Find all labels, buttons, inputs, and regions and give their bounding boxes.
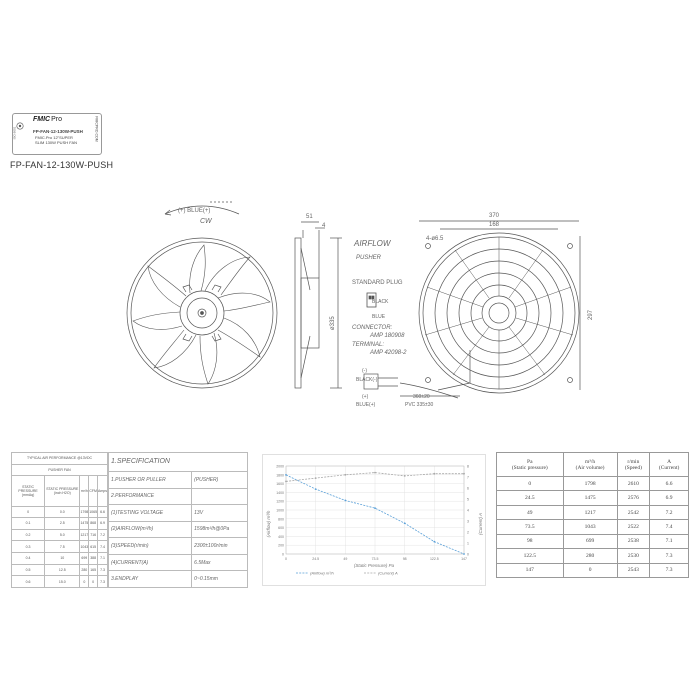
current-point — [463, 473, 465, 475]
perf-header: m³/h — [80, 476, 89, 506]
y-left-tick: 1800 — [276, 473, 284, 478]
y-left-tick: 2000 — [276, 464, 284, 469]
chart-grid — [286, 466, 464, 554]
cell: 15.0 — [45, 576, 80, 588]
table-row — [109, 488, 248, 505]
cell: 0 — [80, 576, 89, 588]
perf-title2: PUSHER FAN — [12, 464, 108, 476]
current-point — [374, 472, 376, 474]
cell: 165 — [89, 564, 98, 576]
cell: 1217 — [80, 529, 89, 541]
cell: 122.5 — [497, 549, 564, 563]
x-tick: 0 — [285, 557, 287, 561]
perf-title1: TYPICAL AIR PERFORMANCE @13VDC — [12, 453, 108, 465]
minus-label: (-) — [362, 368, 367, 374]
cell: 6.6 — [650, 477, 689, 491]
performance-chart — [262, 454, 486, 586]
cell: 699 — [563, 534, 617, 548]
airflow-point — [374, 507, 376, 509]
fan-side-view — [295, 222, 342, 388]
table-row — [12, 564, 108, 576]
y-left-tick: 800 — [278, 517, 284, 522]
y-left-tick: 200 — [278, 543, 284, 548]
airflow-point — [433, 541, 435, 543]
cell: (1)TESTING VOLTAGE — [109, 505, 192, 522]
cell: 716 — [89, 529, 98, 541]
cell: 5.0 — [45, 529, 80, 541]
data-table — [496, 452, 689, 578]
x-ticks — [285, 557, 467, 561]
table-row — [109, 505, 248, 522]
table-row — [12, 576, 108, 588]
label-part: FP-FAN-12-130W-PUSH — [33, 129, 83, 134]
cell: 24.5 — [497, 491, 564, 505]
lead-length: 360±20 — [413, 394, 430, 400]
table-row — [109, 521, 248, 538]
cell: 7.2 — [650, 505, 689, 519]
black-label: BLACK — [372, 299, 389, 305]
dim-4: 4 — [322, 223, 326, 229]
col-header: A (Current) — [650, 453, 689, 477]
cell: 0.3 — [12, 541, 45, 553]
y-right-ticks — [467, 465, 469, 557]
table-row — [109, 471, 248, 488]
cell: (PUSHER) — [192, 471, 248, 488]
current-point — [404, 475, 406, 477]
y-right-tick: 3 — [467, 519, 469, 524]
airflow-point — [463, 553, 465, 555]
table-header-row — [497, 453, 689, 477]
y-left-tick: 1600 — [276, 482, 284, 487]
pvc-length: PVC 335±30 — [405, 402, 434, 408]
y-right-tick: 2 — [467, 530, 469, 535]
cell: 0 — [563, 563, 617, 577]
dim-335: ø335 — [330, 316, 336, 330]
cell: 0~0.15mm — [192, 571, 248, 588]
table-row — [497, 520, 689, 534]
terminal-amp: AMP 42098-2 — [370, 350, 407, 356]
spec-title: 1.SPECIFICATION — [109, 453, 248, 472]
table-row — [109, 538, 248, 555]
y-right-tick: 5 — [467, 497, 469, 502]
cell: 1.PUSHER OR PULLER — [109, 471, 192, 488]
current-point — [285, 481, 287, 483]
cell: 2542 — [617, 505, 650, 519]
table-row — [12, 541, 108, 553]
cell: 1065 — [89, 506, 98, 518]
blue-plus-label: BLUE(+) — [356, 402, 376, 408]
label-desc1: FMIC.Pro 12"SUPER — [35, 135, 73, 140]
cell: 6.6 — [98, 506, 108, 518]
performance-table — [11, 452, 108, 588]
cell: 280 — [563, 549, 617, 563]
cell: 6.9 — [98, 518, 108, 530]
cell: 2.5 — [45, 518, 80, 530]
y-left-tick: 1200 — [276, 499, 284, 504]
x-label: (Static Pressure) Pa — [353, 563, 395, 568]
y-left-tick: 1400 — [276, 490, 284, 495]
cell: 49 — [497, 505, 564, 519]
col-header: Pa (Static pressure) — [497, 453, 564, 477]
cell: 388 — [89, 553, 98, 565]
cell: 0.6 — [12, 576, 45, 588]
col-header: r/min (Speed) — [617, 453, 650, 477]
y-left-tick: 1000 — [276, 508, 284, 513]
cell: (3)SPEED(r/min) — [109, 538, 192, 555]
rotation-label: (+) BLUE(+) — [178, 208, 211, 214]
fmic-logo: FMICPro — [33, 116, 63, 123]
cell: 6.5Max — [192, 554, 248, 571]
cell: 1475 — [563, 491, 617, 505]
airflow-point — [315, 488, 317, 490]
terminal-label: TERMINAL: — [352, 342, 385, 348]
table-row — [12, 553, 108, 565]
cell: 73.5 — [497, 520, 564, 534]
cell: 98 — [497, 534, 564, 548]
cell: 7.3 — [98, 576, 108, 588]
current-point — [315, 477, 317, 479]
cell: 1598m³/h@0Pa — [192, 521, 248, 538]
perf-header: STATIC PRESSURE (mmAq) — [12, 476, 45, 506]
cell: 1043 — [563, 520, 617, 534]
table-row — [497, 549, 689, 563]
specification-table — [108, 452, 248, 588]
y-right-tick: 4 — [467, 508, 469, 513]
cell: 280 — [80, 564, 89, 576]
airflow-label: AIRFLOW — [354, 239, 391, 248]
fan-front-view — [127, 238, 277, 388]
technical-drawing — [0, 195, 700, 415]
holes-label: 4-ø6.5 — [426, 236, 444, 242]
cell: 0.0 — [45, 506, 80, 518]
connector-amp: AMP 180908 — [370, 333, 405, 339]
connector-label: CONNECTOR: — [352, 325, 393, 331]
cw-label: CW — [200, 218, 212, 225]
perf-header: STATIC PRESSURE (inch H2O) — [45, 476, 80, 506]
airflow-point — [344, 500, 346, 502]
cell: 0.2 — [12, 529, 45, 541]
cell: 1217 — [563, 505, 617, 519]
pusher-label: PUSHER — [356, 255, 382, 261]
table-row — [109, 554, 248, 571]
cell: 7.4 — [98, 541, 108, 553]
table-row — [497, 534, 689, 548]
dim-370: 370 — [489, 213, 500, 219]
cell: 7.5 — [45, 541, 80, 553]
cell: 1475 — [80, 518, 89, 530]
y-left-tick: 600 — [278, 526, 284, 531]
x-tick: 98 — [402, 557, 407, 561]
plus-label: (+) — [362, 394, 369, 400]
perf-header-row — [12, 476, 108, 506]
y-right-tick: 1 — [467, 541, 469, 546]
cell: 3.ENDPLAY — [109, 571, 192, 588]
cell: (2)AIRFLOW(m³/h) — [109, 521, 192, 538]
legend-current: (Current) A — [378, 570, 398, 576]
cell: 0 — [89, 576, 98, 588]
y-right-tick: 6 — [467, 486, 469, 491]
airflow-point — [285, 474, 287, 476]
cell: 7.3 — [650, 549, 689, 563]
chart-legend — [296, 571, 398, 576]
table-row — [109, 571, 248, 588]
part-number: FP-FAN-12-130W-PUSH — [10, 160, 114, 170]
y-left-label: (Airflow) m³/h — [266, 510, 271, 538]
cell: (4)CURRENT(A) — [109, 554, 192, 571]
x-tick: 147 — [461, 557, 467, 561]
cell: 0 — [497, 477, 564, 491]
standard-plug-label: STANDARD PLUG — [352, 280, 403, 286]
cell: 6.9 — [650, 491, 689, 505]
cell: 699 — [80, 553, 89, 565]
label-desc2: SLIM 130W PUSH FAN — [35, 140, 78, 145]
perf-header: Amps — [98, 476, 108, 506]
table-row — [497, 563, 689, 577]
cell: 0.1 — [12, 518, 45, 530]
x-tick: 73.5 — [371, 557, 379, 561]
cell: 1798 — [80, 506, 89, 518]
table-row — [497, 491, 689, 505]
cell: 0.4 — [12, 553, 45, 565]
dim-168: 168 — [489, 222, 500, 228]
cell: 1798 — [563, 477, 617, 491]
cell: 2522 — [617, 520, 650, 534]
fan-rear-view — [419, 221, 580, 393]
col-header: m³/h (Air volume) — [563, 453, 617, 477]
cell: 7.4 — [650, 520, 689, 534]
current-point — [344, 474, 346, 476]
table-row — [12, 518, 108, 530]
y-right-tick: 8 — [467, 464, 469, 469]
y-right-label: (Current) A — [478, 512, 483, 536]
cell: 12.5 — [45, 564, 80, 576]
cell: 2538 — [617, 534, 650, 548]
y-right-tick: 7 — [467, 475, 469, 480]
x-tick: 122.5 — [429, 557, 439, 561]
cell: 1043 — [80, 541, 89, 553]
label-side-left: ISO 9001 — [12, 126, 17, 140]
y-left-tick: 0 — [282, 552, 284, 557]
cell: 2530 — [617, 549, 650, 563]
cell: 7.1 — [650, 534, 689, 548]
table-row — [497, 477, 689, 491]
cell: 0.5 — [12, 564, 45, 576]
current-point — [433, 473, 435, 475]
cell: 13V — [192, 505, 248, 522]
cell: 7.2 — [98, 529, 108, 541]
airflow-point — [404, 522, 406, 524]
cell: 615 — [89, 541, 98, 553]
cell: 2610 — [617, 477, 650, 491]
cell: 7.3 — [650, 563, 689, 577]
y-left-tick: 400 — [278, 534, 284, 539]
y-left-ticks — [276, 465, 284, 557]
cell: 2543 — [617, 563, 650, 577]
approval-marks — [15, 118, 25, 148]
table-row — [497, 505, 689, 519]
dim-51: 51 — [306, 214, 313, 220]
cell: 2.PERFORMANCE — [109, 488, 192, 505]
label-side-text: FMICPRO.COM — [94, 116, 99, 142]
cell: 2576 — [617, 491, 650, 505]
perf-header: CFM — [89, 476, 98, 506]
cell — [192, 488, 248, 505]
dim-297: 297 — [588, 309, 594, 320]
y-right-tick: 0 — [467, 552, 469, 557]
cell: 147 — [497, 563, 564, 577]
legend-airflow: (Airflow) m³/h — [310, 570, 334, 576]
cell: 2300±100r/min — [192, 538, 248, 555]
cell: 7.1 — [98, 553, 108, 565]
cell: 868 — [89, 518, 98, 530]
cell: 0 — [12, 506, 45, 518]
x-tick: 49 — [343, 557, 348, 561]
blue-label: BLUE — [372, 314, 386, 320]
black-minus-label: BLACK(-) — [356, 377, 378, 383]
table-row — [12, 506, 108, 518]
cell: 10 — [45, 553, 80, 565]
table-row — [12, 529, 108, 541]
x-tick: 24.5 — [312, 557, 320, 561]
cell: 7.3 — [98, 564, 108, 576]
